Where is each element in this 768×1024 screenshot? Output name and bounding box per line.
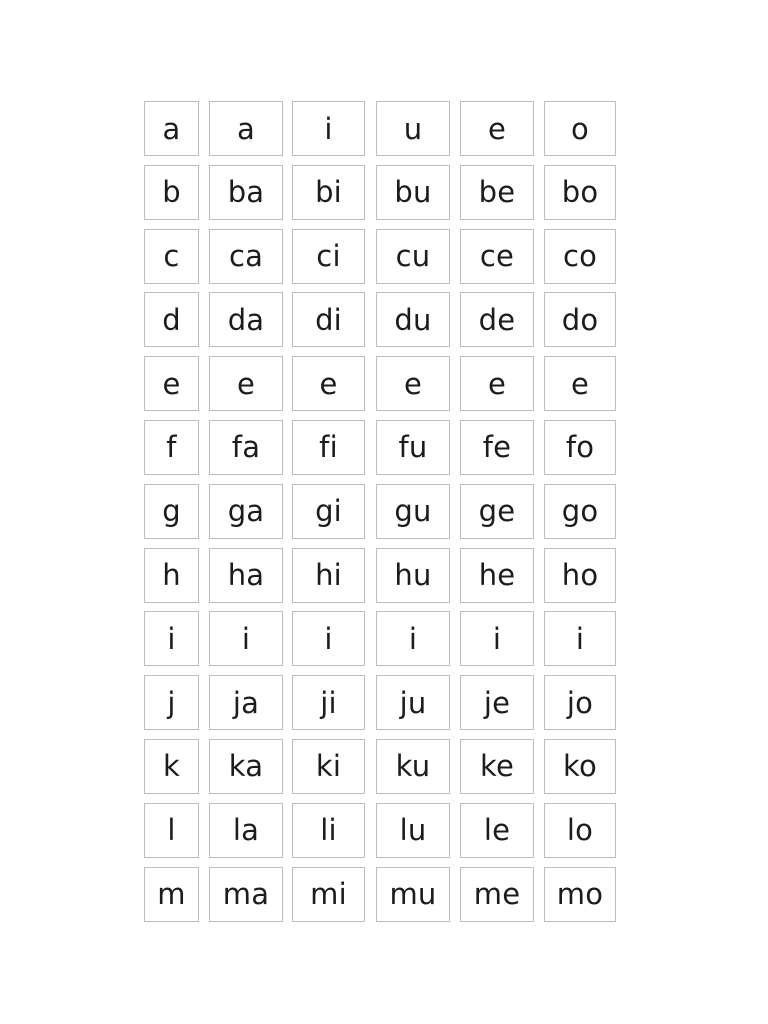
- table-row: [144, 292, 616, 347]
- table-row: [144, 739, 616, 794]
- syllable-cell: de: [460, 292, 534, 347]
- syllable-cell: mo: [544, 867, 616, 922]
- table-row: [144, 867, 616, 922]
- letter-cell: d: [144, 292, 199, 347]
- syllable-cell: u: [376, 101, 450, 156]
- syllable-cell: di: [292, 292, 365, 347]
- table-row: [144, 229, 616, 284]
- letter-cell: e: [144, 356, 199, 411]
- table-row: [144, 356, 616, 411]
- syllable-cell: bu: [376, 165, 450, 220]
- syllable-cell: e: [460, 356, 534, 411]
- syllable-cell: ke: [460, 739, 534, 794]
- syllable-cell: i: [209, 611, 283, 666]
- syllable-cell: ge: [460, 484, 534, 539]
- syllable-cell: i: [292, 101, 365, 156]
- syllable-cell: ho: [544, 548, 616, 603]
- letter-cell: j: [144, 675, 199, 730]
- letter-cell: f: [144, 420, 199, 475]
- table-row: [144, 803, 616, 858]
- table-row: [144, 165, 616, 220]
- table-row: [144, 548, 616, 603]
- letter-cell: b: [144, 165, 199, 220]
- syllable-cell: ha: [209, 548, 283, 603]
- syllable-cell: gu: [376, 484, 450, 539]
- syllable-cell: je: [460, 675, 534, 730]
- syllable-cell: he: [460, 548, 534, 603]
- letter-cell: l: [144, 803, 199, 858]
- table-row: [144, 101, 616, 156]
- syllable-cell: i: [460, 611, 534, 666]
- syllable-cell: ga: [209, 484, 283, 539]
- syllable-cell: ca: [209, 229, 283, 284]
- syllable-cell: e: [376, 356, 450, 411]
- syllable-cell: co: [544, 229, 616, 284]
- syllable-cell: i: [376, 611, 450, 666]
- syllable-cell: e: [292, 356, 365, 411]
- syllable-cell: ka: [209, 739, 283, 794]
- syllable-cell: mi: [292, 867, 365, 922]
- syllable-cell: e: [544, 356, 616, 411]
- syllable-cell: be: [460, 165, 534, 220]
- letter-cell: a: [144, 101, 199, 156]
- syllable-cell: me: [460, 867, 534, 922]
- syllable-cell: bi: [292, 165, 365, 220]
- syllable-cell: ju: [376, 675, 450, 730]
- syllable-cell: du: [376, 292, 450, 347]
- syllable-cell: ja: [209, 675, 283, 730]
- table-row: [144, 484, 616, 539]
- syllable-cell: jo: [544, 675, 616, 730]
- syllable-cell: fo: [544, 420, 616, 475]
- table-row: [144, 420, 616, 475]
- syllable-cell: lo: [544, 803, 616, 858]
- syllable-cell: i: [292, 611, 365, 666]
- syllable-cell: hi: [292, 548, 365, 603]
- letter-cell: k: [144, 739, 199, 794]
- syllable-cell: ci: [292, 229, 365, 284]
- table-row: [144, 675, 616, 730]
- syllable-cell: e: [460, 101, 534, 156]
- syllable-cell: la: [209, 803, 283, 858]
- syllable-cell: ku: [376, 739, 450, 794]
- syllable-cell: ji: [292, 675, 365, 730]
- syllable-cell: do: [544, 292, 616, 347]
- syllable-cell: a: [209, 101, 283, 156]
- syllable-cell: mu: [376, 867, 450, 922]
- syllable-cell: li: [292, 803, 365, 858]
- syllable-cell: ma: [209, 867, 283, 922]
- table-row: [144, 611, 616, 666]
- syllable-cell: o: [544, 101, 616, 156]
- syllable-cell: ko: [544, 739, 616, 794]
- syllable-cell: fa: [209, 420, 283, 475]
- syllable-cell: le: [460, 803, 534, 858]
- syllable-cell: i: [544, 611, 616, 666]
- syllable-cell: ce: [460, 229, 534, 284]
- letter-cell: h: [144, 548, 199, 603]
- syllable-cell: ba: [209, 165, 283, 220]
- syllable-cell: gi: [292, 484, 365, 539]
- letter-cell: g: [144, 484, 199, 539]
- syllable-cell: fi: [292, 420, 365, 475]
- letter-cell: i: [144, 611, 199, 666]
- syllable-cell: fe: [460, 420, 534, 475]
- syllable-cell: e: [209, 356, 283, 411]
- letter-cell: c: [144, 229, 199, 284]
- letter-cell: m: [144, 867, 199, 922]
- syllable-cell: da: [209, 292, 283, 347]
- syllable-cell: cu: [376, 229, 450, 284]
- syllable-cell: lu: [376, 803, 450, 858]
- syllable-cell: bo: [544, 165, 616, 220]
- syllable-table: [144, 101, 616, 930]
- syllable-cell: go: [544, 484, 616, 539]
- syllable-cell: hu: [376, 548, 450, 603]
- syllable-cell: ki: [292, 739, 365, 794]
- syllable-cell: fu: [376, 420, 450, 475]
